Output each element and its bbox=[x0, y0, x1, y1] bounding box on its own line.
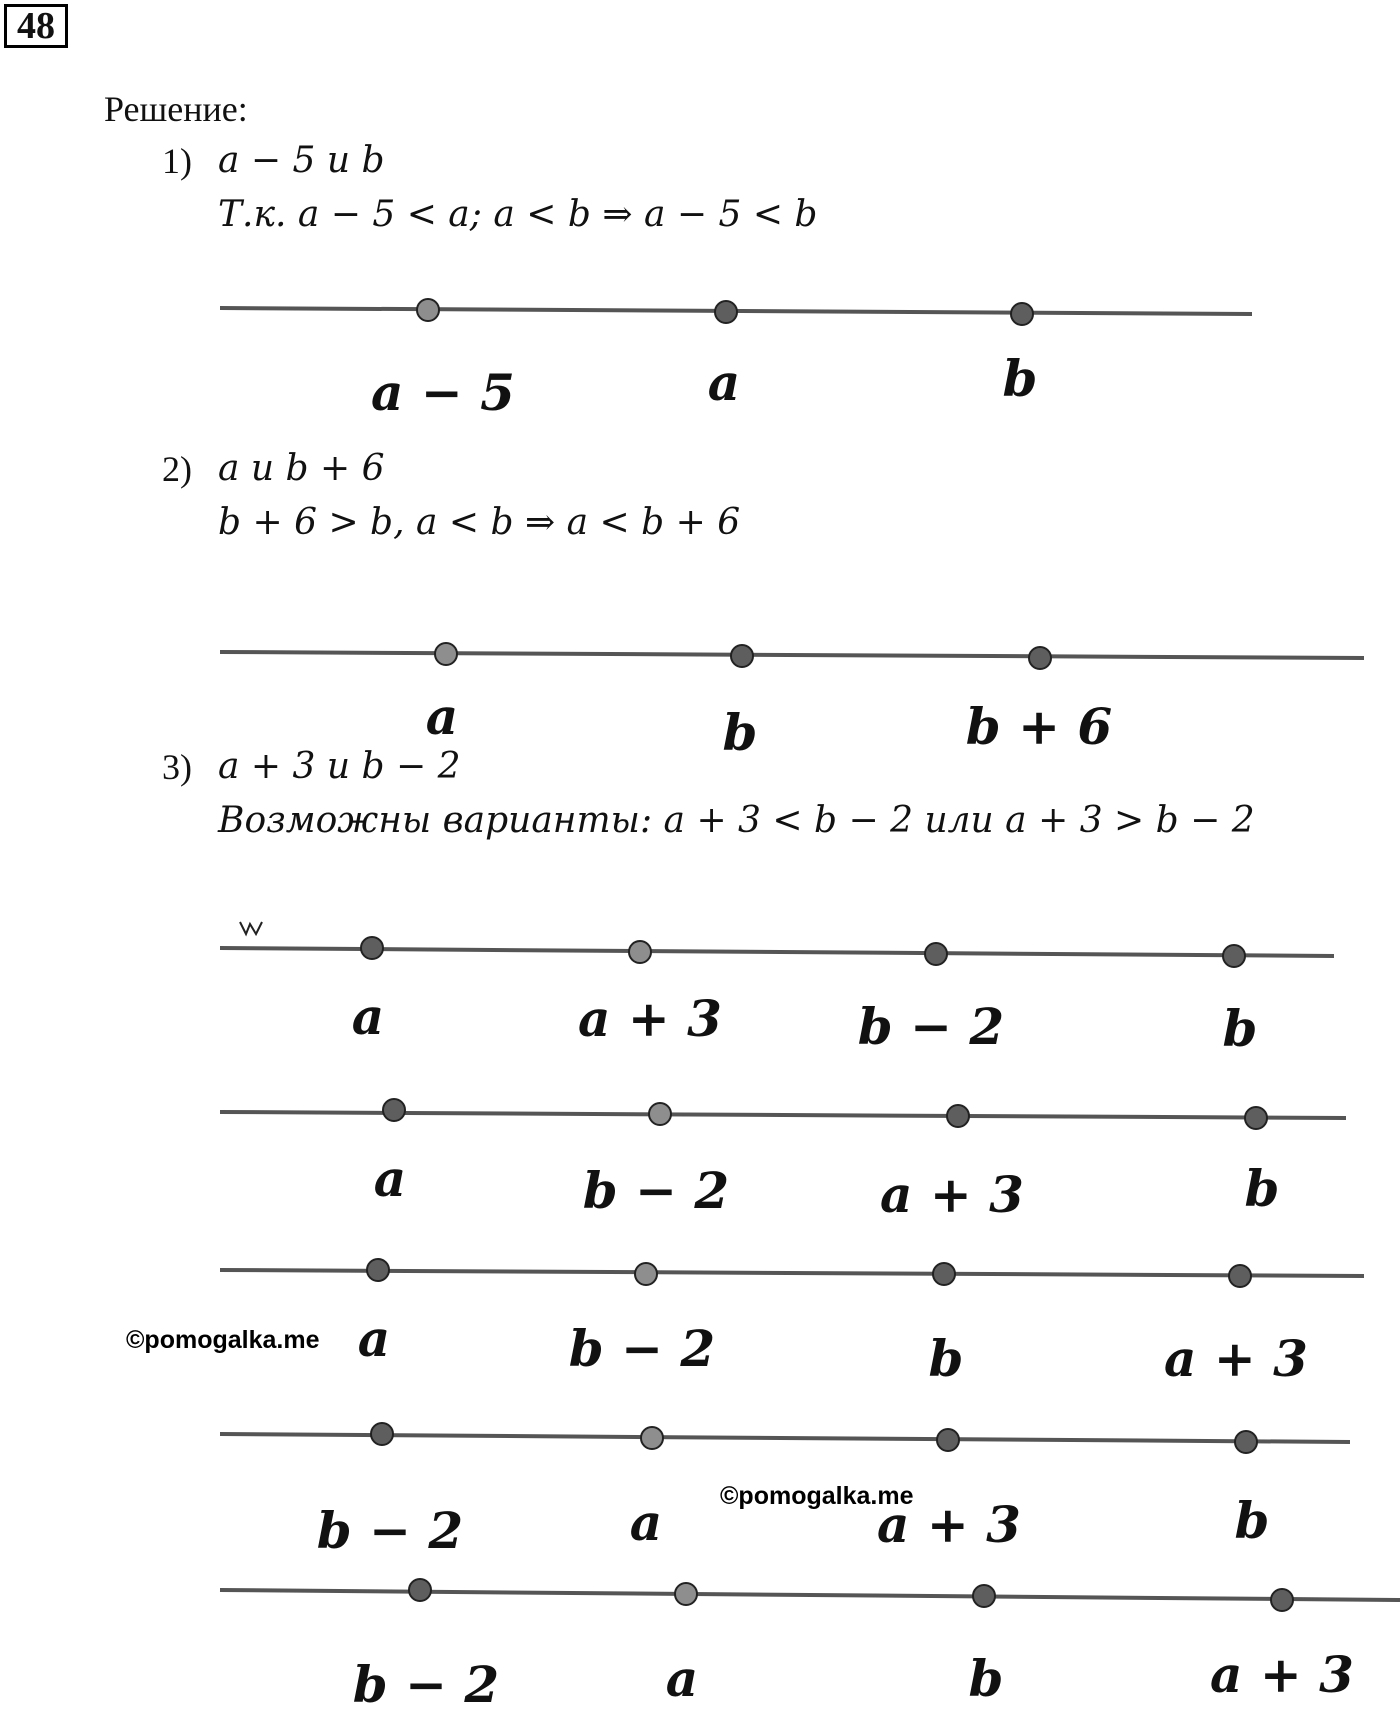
number-line-label: b − 2 bbox=[582, 1161, 730, 1220]
number-line-point bbox=[417, 299, 439, 321]
solution-heading: Решение: bbox=[104, 89, 248, 129]
number-line-label: a bbox=[373, 1149, 407, 1208]
number-line-label: a + 3 bbox=[880, 1165, 1024, 1224]
number-line-axis bbox=[220, 948, 1334, 956]
item-1-reasoning: Т.к. a − 5 < a; a < b ⇒ a − 5 < b bbox=[218, 194, 818, 235]
number-line bbox=[220, 643, 1364, 762]
number-line-point bbox=[1235, 1431, 1257, 1453]
number-line-point bbox=[435, 643, 457, 665]
number-line-point bbox=[925, 943, 947, 965]
number-line-point bbox=[409, 1579, 431, 1601]
number-line-point bbox=[973, 1585, 995, 1607]
watermark-2: ©pomogalka.me bbox=[720, 1482, 914, 1510]
number-line-point bbox=[383, 1099, 405, 1121]
item-2-reasoning: b + 6 > b, a < b ⇒ a < b + 6 bbox=[218, 502, 741, 543]
item-3-number: 3) bbox=[162, 747, 192, 787]
number-line-point bbox=[675, 1583, 697, 1605]
item-1-title: a − 5 и b bbox=[218, 140, 385, 181]
number-line bbox=[220, 299, 1252, 422]
number-line-label: b bbox=[1234, 1491, 1270, 1550]
number-line-point bbox=[731, 645, 753, 667]
number-line-point bbox=[371, 1423, 393, 1445]
item-3-title: a + 3 и b − 2 bbox=[218, 746, 461, 787]
number-line bbox=[220, 1579, 1400, 1713]
number-line-label: b + 6 bbox=[965, 697, 1113, 756]
number-line-label: a bbox=[351, 987, 385, 1046]
number-line-label: b bbox=[1244, 1159, 1280, 1218]
number-line-point bbox=[1029, 647, 1051, 669]
item-2-number: 2) bbox=[162, 449, 192, 489]
number-line-label: b bbox=[1002, 349, 1038, 408]
number-line-label: b − 2 bbox=[857, 997, 1005, 1056]
number-line-label: a bbox=[629, 1493, 663, 1552]
number-line-point bbox=[367, 1259, 389, 1281]
number-line-label: b bbox=[968, 1649, 1004, 1708]
item-3-reasoning: Возможны варианты: a + 3 < b − 2 или a + 3 > b − 2 bbox=[218, 800, 1255, 841]
number-line-label: a + 3 bbox=[1164, 1329, 1308, 1388]
number-line-label: b − 2 bbox=[568, 1319, 716, 1378]
number-line-point bbox=[937, 1429, 959, 1451]
number-line-label: a − 5 bbox=[371, 363, 515, 422]
item-2-title: a и b + 6 bbox=[218, 448, 385, 489]
number-line-point bbox=[1011, 303, 1033, 325]
number-line-label: b bbox=[722, 703, 758, 762]
number-line bbox=[220, 937, 1334, 1058]
number-line-axis bbox=[220, 1270, 1364, 1276]
number-line-point bbox=[649, 1103, 671, 1125]
pencil-mark-icon bbox=[240, 922, 262, 934]
number-line-label: a bbox=[357, 1309, 391, 1368]
number-line-point bbox=[1271, 1589, 1293, 1611]
number-line-label: a + 3 bbox=[877, 1495, 1021, 1554]
number-line-label: a bbox=[665, 1649, 699, 1708]
task-number-box: 48 bbox=[4, 4, 68, 48]
number-line-axis bbox=[220, 652, 1364, 658]
number-line-point bbox=[1245, 1107, 1267, 1129]
number-line-label: a + 3 bbox=[578, 989, 722, 1048]
number-line-point bbox=[629, 941, 651, 963]
number-line-axis bbox=[220, 1590, 1400, 1600]
watermark-1: ©pomogalka.me bbox=[126, 1326, 320, 1354]
number-line-label: b − 2 bbox=[316, 1501, 464, 1560]
number-line-label: b bbox=[1222, 999, 1258, 1058]
number-line-point bbox=[641, 1427, 663, 1449]
number-line-point bbox=[933, 1263, 955, 1285]
number-line-point bbox=[635, 1263, 657, 1285]
number-line-point bbox=[1223, 945, 1245, 967]
number-line bbox=[220, 1099, 1346, 1224]
number-line-point bbox=[715, 301, 737, 323]
number-line bbox=[220, 1259, 1364, 1388]
number-line-point bbox=[1229, 1265, 1251, 1287]
number-line-label: a + 3 bbox=[1210, 1645, 1354, 1704]
number-line-label: b − 2 bbox=[352, 1655, 500, 1713]
number-line-point bbox=[361, 937, 383, 959]
number-line-label: a bbox=[707, 353, 741, 412]
number-line-point bbox=[947, 1105, 969, 1127]
number-line-label: a bbox=[425, 687, 459, 746]
item-1-number: 1) bbox=[162, 141, 192, 181]
number-line-label: b bbox=[928, 1329, 964, 1388]
